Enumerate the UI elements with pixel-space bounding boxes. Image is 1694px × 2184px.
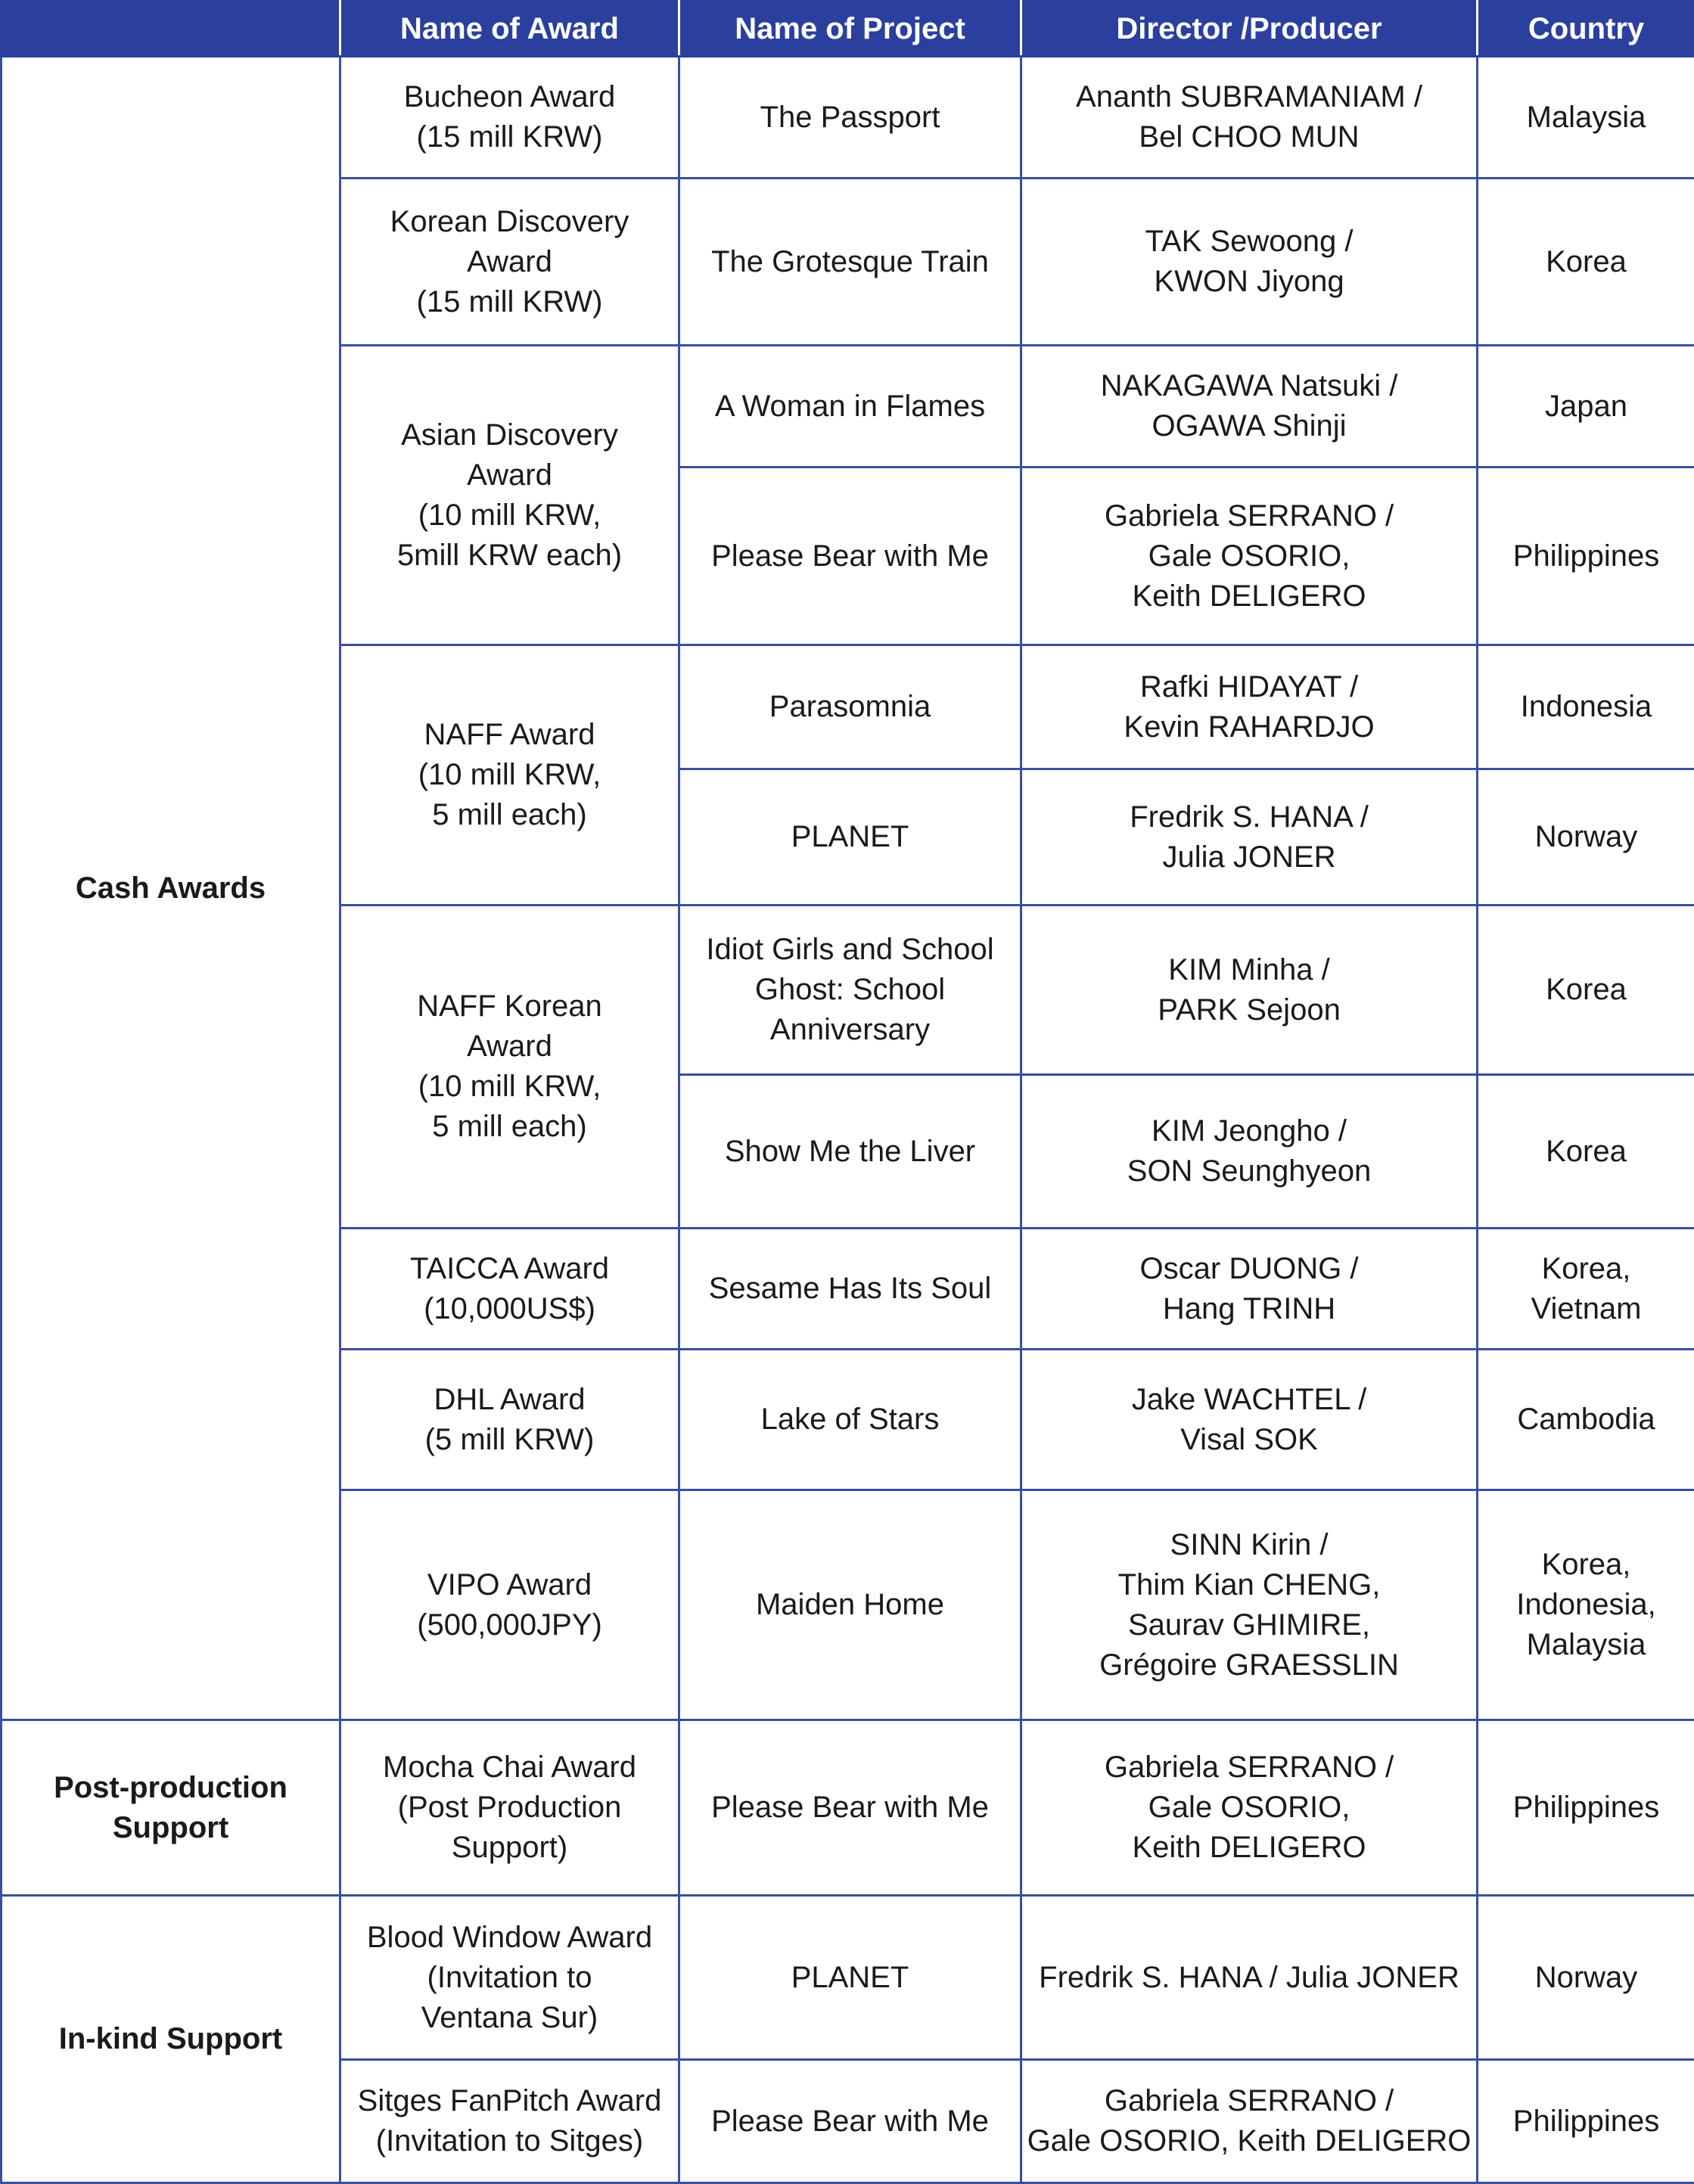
country-cell xyxy=(1478,179,1694,346)
country-name: Korea, Vietnam xyxy=(1483,1249,1689,1329)
award-cell xyxy=(340,179,679,346)
table-body xyxy=(2,57,1694,2183)
director-name: TAK Sewoong / KWON Jiyong xyxy=(1027,222,1472,302)
category-post-production xyxy=(2,1720,340,1896)
director-name: Fredrik S. HANA / Julia JONER xyxy=(1027,797,1472,878)
header-project: Name of Project xyxy=(679,2,1021,57)
director-name: KIM Minha / PARK Sejoon xyxy=(1027,950,1472,1030)
project-name: Please Bear with Me xyxy=(685,536,1015,576)
project-cell xyxy=(679,2060,1021,2183)
country-cell xyxy=(1478,1490,1694,1720)
project-name: PLANET xyxy=(685,817,1015,857)
table-row xyxy=(2,1720,1694,1896)
director-name: Gabriela SERRANO / Gale OSORIO, Keith DELIGERO xyxy=(1027,1748,1472,1868)
project-cell xyxy=(679,645,1021,769)
award-cell xyxy=(340,1490,679,1720)
project-cell xyxy=(679,1075,1021,1229)
country-name: Indonesia xyxy=(1483,687,1689,727)
director-cell xyxy=(1021,769,1478,906)
project-name: PLANET xyxy=(685,1958,1015,1998)
award-name: TAICCA Award (10,000US$) xyxy=(346,1249,673,1329)
director-cell xyxy=(1021,346,1478,468)
header-award: Name of Award xyxy=(340,2,679,57)
director-cell xyxy=(1021,906,1478,1075)
project-name: The Grotesque Train xyxy=(685,242,1015,282)
director-name: Ananth SUBRAMANIAM / Bel CHOO MUN xyxy=(1027,77,1472,157)
table-row xyxy=(2,57,1694,179)
country-name: Cambodia xyxy=(1483,1400,1689,1440)
award-cell xyxy=(340,645,679,906)
category-label: In-kind Support xyxy=(7,2019,334,2059)
project-cell xyxy=(679,1350,1021,1490)
project-name: Idiot Girls and School Ghost: School Anniversary xyxy=(685,930,1015,1050)
country-name: Malaysia xyxy=(1483,98,1689,138)
country-cell xyxy=(1478,1896,1694,2060)
country-name: Korea xyxy=(1483,1132,1689,1172)
project-name: Please Bear with Me xyxy=(685,2102,1015,2142)
project-name: Please Bear with Me xyxy=(685,1788,1015,1828)
award-name: NAFF Korean Award (10 mill KRW, 5 mill each) xyxy=(346,986,673,1147)
director-cell xyxy=(1021,179,1478,346)
country-cell xyxy=(1478,1229,1694,1350)
award-cell xyxy=(340,1350,679,1490)
director-cell xyxy=(1021,645,1478,769)
project-cell xyxy=(679,1229,1021,1350)
header-director: Director /Producer xyxy=(1021,2,1478,57)
director-cell xyxy=(1021,57,1478,179)
country-name: Norway xyxy=(1483,817,1689,857)
director-name: NAKAGAWA Natsuki / OGAWA Shinji xyxy=(1027,366,1472,446)
country-name: Japan xyxy=(1483,387,1689,427)
director-name: Gabriela SERRANO / Gale OSORIO, Keith DELIGERO xyxy=(1027,496,1472,617)
country-cell xyxy=(1478,645,1694,769)
table-header xyxy=(2,2,1694,57)
country-name: Korea xyxy=(1483,242,1689,282)
award-name: DHL Award (5 mill KRW) xyxy=(346,1380,673,1460)
project-name: Show Me the Liver xyxy=(685,1132,1015,1172)
country-cell xyxy=(1478,769,1694,906)
award-name: Mocha Chai Award (Post Production Support) xyxy=(346,1748,673,1868)
category-label: Cash Awards xyxy=(7,868,334,909)
country-cell xyxy=(1478,1350,1694,1490)
project-cell xyxy=(679,57,1021,179)
country-name: Norway xyxy=(1483,1958,1689,1998)
project-cell xyxy=(679,346,1021,468)
director-name: Fredrik S. HANA / Julia JONER xyxy=(1027,1958,1472,1998)
country-name: Philippines xyxy=(1483,2102,1689,2142)
award-cell xyxy=(340,1229,679,1350)
director-cell xyxy=(1021,1720,1478,1896)
country-name: Philippines xyxy=(1483,1788,1689,1828)
country-cell xyxy=(1478,2060,1694,2183)
project-cell xyxy=(679,179,1021,346)
director-name: SINN Kirin / Thim Kian CHENG, Saurav GHIMIRE, Grégoire GRAESSLIN xyxy=(1027,1525,1472,1685)
award-cell xyxy=(340,57,679,179)
country-cell xyxy=(1478,346,1694,468)
header-corner xyxy=(2,2,340,57)
award-name: Korean Discovery Award (15 mill KRW) xyxy=(346,202,673,322)
country-cell xyxy=(1478,1720,1694,1896)
country-name: Philippines xyxy=(1483,536,1689,576)
director-cell xyxy=(1021,468,1478,645)
director-cell xyxy=(1021,1896,1478,2060)
project-cell xyxy=(679,1490,1021,1720)
award-cell xyxy=(340,1720,679,1896)
project-cell xyxy=(679,906,1021,1075)
award-cell xyxy=(340,1896,679,2060)
country-cell xyxy=(1478,57,1694,179)
country-name: Korea xyxy=(1483,970,1689,1010)
project-name: Maiden Home xyxy=(685,1585,1015,1625)
country-name: Korea, Indonesia, Malaysia xyxy=(1483,1545,1689,1665)
award-name: Blood Window Award (Invitation to Ventana Sur) xyxy=(346,1918,673,2038)
project-name: Lake of Stars xyxy=(685,1400,1015,1440)
director-cell xyxy=(1021,1350,1478,1490)
award-cell xyxy=(340,2060,679,2183)
project-cell xyxy=(679,1720,1021,1896)
director-cell xyxy=(1021,1075,1478,1229)
category-label: Post-production Support xyxy=(7,1768,334,1848)
director-cell xyxy=(1021,1490,1478,1720)
country-cell xyxy=(1478,906,1694,1075)
category-in-kind xyxy=(2,1896,340,2183)
award-name: Sitges FanPitch Award (Invitation to Sitges) xyxy=(346,2081,673,2161)
award-cell xyxy=(340,346,679,645)
director-name: Rafki HIDAYAT / Kevin RAHARDJO xyxy=(1027,667,1472,747)
award-name: Asian Discovery Award (10 mill KRW, 5mill KRW each) xyxy=(346,415,673,576)
project-cell xyxy=(679,769,1021,906)
award-name: NAFF Award (10 mill KRW, 5 mill each) xyxy=(346,715,673,835)
project-name: Parasomnia xyxy=(685,687,1015,727)
director-name: Gabriela SERRANO / Gale OSORIO, Keith DELIGERO xyxy=(1027,2081,1472,2161)
director-name: Oscar DUONG / Hang TRINH xyxy=(1027,1249,1472,1329)
project-name: A Woman in Flames xyxy=(685,387,1015,427)
header-country: Country xyxy=(1478,2,1694,57)
project-cell xyxy=(679,468,1021,645)
director-name: KIM Jeongho / SON Seunghyeon xyxy=(1027,1111,1472,1191)
table-row xyxy=(2,1896,1694,2060)
header-row xyxy=(2,2,1694,57)
project-name: The Passport xyxy=(685,98,1015,138)
country-cell xyxy=(1478,468,1694,645)
director-cell xyxy=(1021,1229,1478,1350)
award-name: Bucheon Award (15 mill KRW) xyxy=(346,77,673,157)
project-cell xyxy=(679,1896,1021,2060)
category-cash-awards xyxy=(2,57,340,1720)
project-name: Sesame Has Its Soul xyxy=(685,1269,1015,1309)
director-cell xyxy=(1021,2060,1478,2183)
director-name: Jake WACHTEL / Visal SOK xyxy=(1027,1380,1472,1460)
award-name: VIPO Award (500,000JPY) xyxy=(346,1565,673,1645)
award-cell xyxy=(340,906,679,1229)
country-cell xyxy=(1478,1075,1694,1229)
